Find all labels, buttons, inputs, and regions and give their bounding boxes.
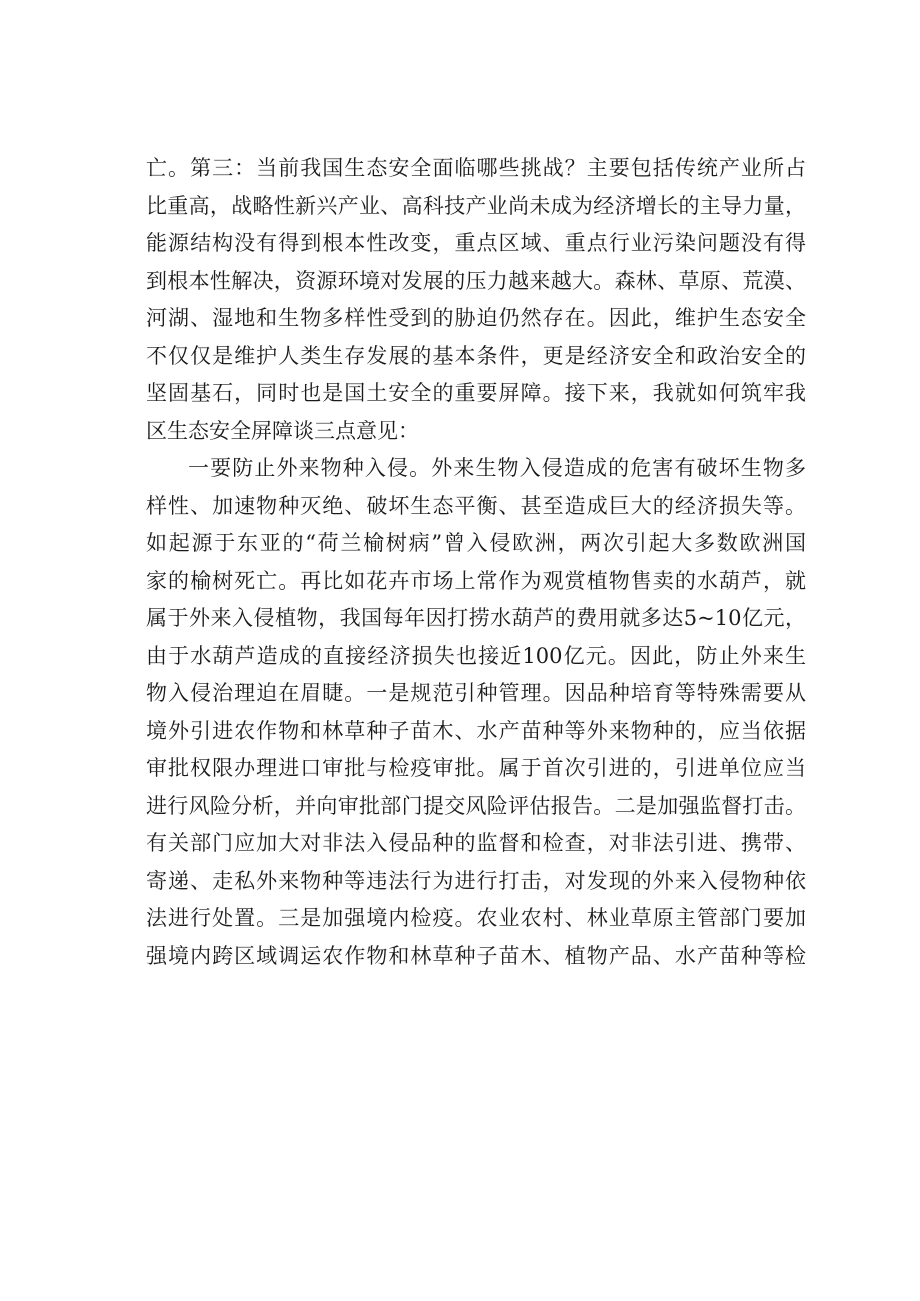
paragraph-line: 区生态安全屏障谈三点意见：	[146, 418, 419, 443]
paragraph-line: 法进行处置。三是加强境内检疫。农业农村、林业草原主管部门要加	[146, 906, 806, 930]
paragraph-line: 由于水葫芦造成的直接经济损失也接近100亿元。因此，防止外来生	[146, 643, 806, 668]
paragraph-line: 坚固基石，同时也是国土安全的重要屏障。接下来，我就如何筑牢我	[146, 381, 806, 405]
paragraph-line: 物入侵治理迫在眉睫。一是规范引种管理。因品种培育等特殊需要从	[146, 681, 806, 705]
paragraph-line: 亡。第三：当前我国生态安全面临哪些挑战？主要包括传统产业所占	[146, 156, 806, 180]
paragraph-line: 有关部门应加大对非法入侵品种的监督和检查，对非法引进、携带、	[146, 831, 806, 855]
paragraph-line: 审批权限办理进口审批与检疫审批。属于首次引进的，引进单位应当	[146, 756, 806, 780]
paragraph-line: 家的榆树死亡。再比如花卉市场上常作为观赏植物售卖的水葫芦，就	[146, 568, 806, 593]
body-text	[146, 150, 806, 975]
paragraph-line: 进行风险分析，并向审批部门提交风险评估报告。二是加强监督打击。	[146, 793, 806, 818]
paragraph-line: 境外引进农作物和林草种子苗木、水产苗种等外来物种的，应当依据	[146, 718, 806, 743]
paragraph-line: 一要防止外来物种入侵。外来生物入侵造成的危害有破坏生物多	[188, 456, 806, 480]
paragraph-line: 属于外来入侵植物，我国每年因打捞水葫芦的费用就多达5~10亿元，	[146, 606, 806, 630]
paragraph-line: 寄递、走私外来物种等违法行为进行打击，对发现的外来入侵物种依	[146, 868, 806, 893]
paragraph-line: 强境内跨区域调运农作物和林草种子苗木、植物产品、水产苗种等检	[146, 943, 806, 968]
paragraph-line: 河湖、湿地和生物多样性受到的胁迫仍然存在。因此，维护生态安全	[146, 306, 806, 330]
paragraph-line: 到根本性解决，资源环境对发展的压力越来越大。森林、草原、荒漠、	[146, 268, 806, 293]
paragraph-line: 不仅仅是维护人类生存发展的基本条件，更是经济安全和政治安全的	[146, 343, 806, 368]
paragraph-line: 比重高，战略性新兴产业、高科技产业尚未成为经济增长的主导力量，	[146, 193, 806, 218]
paragraph-line: 样性、加速物种灭绝、破坏生态平衡、甚至造成巨大的经济损失等。	[146, 493, 806, 518]
paragraph-line: 能源结构没有得到根本性改变，重点区域、重点行业污染问题没有得	[146, 231, 806, 255]
paragraph-line: 如起源于东亚的“荷兰榆树病”曾入侵欧洲，两次引起大多数欧洲国	[146, 531, 806, 555]
